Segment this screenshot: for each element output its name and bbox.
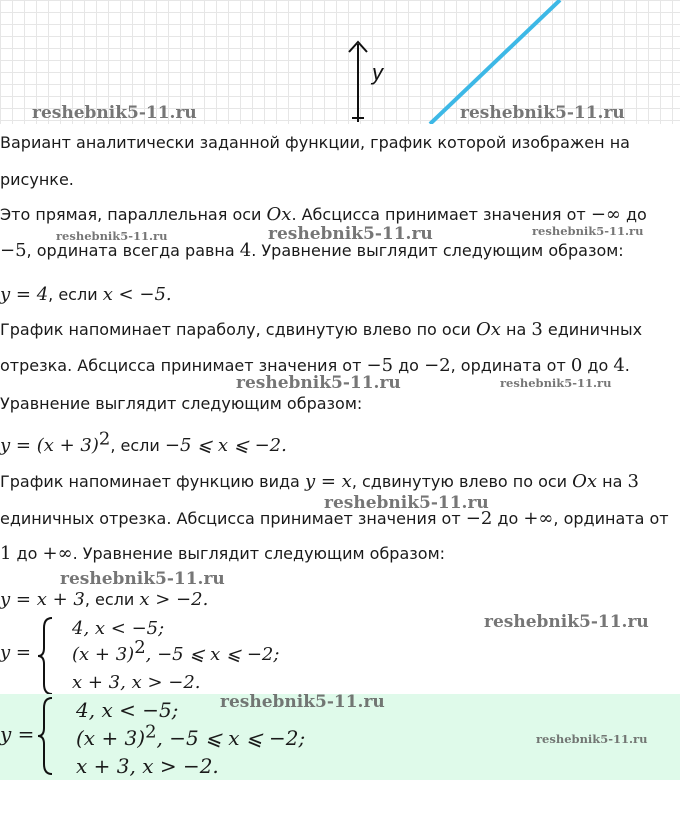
watermark: reshebnik5-11.ru	[56, 229, 168, 243]
part3-equation	[0, 590, 208, 610]
math-expression: y = 4	[0, 284, 49, 305]
text: .	[624, 356, 630, 375]
text: до	[492, 509, 524, 528]
intro-line-2: рисунке.	[0, 170, 74, 189]
text: отрезка. Абсцисса принимает значения от	[0, 356, 367, 375]
math-value: 3	[531, 319, 543, 340]
text: , если	[48, 285, 103, 304]
text: , если	[84, 590, 140, 609]
system-lhs: y =	[0, 642, 31, 663]
watermark: reshebnik5-11.ru	[500, 376, 612, 390]
text: на	[597, 472, 628, 491]
math-exponent: 2	[98, 428, 111, 450]
math-expression: y = x	[304, 471, 352, 492]
watermark: reshebnik5-11.ru	[532, 224, 644, 238]
part2-line-1	[0, 320, 642, 340]
text: единичных отрезка. Абсцисса принимает значения от	[0, 509, 466, 528]
watermark: reshebnik5-11.ru	[460, 103, 625, 123]
text: до	[620, 205, 647, 224]
part3-line-1	[0, 472, 639, 492]
math-expression: (x + 3)	[72, 644, 135, 665]
math-value: 3	[627, 471, 639, 492]
part2-equation	[0, 428, 287, 456]
math-condition: x < −5.	[102, 284, 172, 305]
math-expression: y = x + 3	[0, 589, 85, 610]
math-axis: Ox	[475, 319, 501, 340]
math-condition: −5 ⩽ x ⩽ −2.	[164, 435, 287, 456]
math-value: 1	[0, 543, 12, 564]
left-brace-icon	[36, 696, 56, 776]
math-value: 4	[613, 355, 625, 376]
part1-line-1	[0, 205, 647, 225]
math-exponent: 2	[145, 721, 157, 743]
text: Это прямая, параллельная оси	[0, 205, 267, 224]
math-value: −2	[465, 508, 493, 529]
math-condition: , −5 ⩽ x ⩽ −2;	[156, 726, 306, 750]
text: . Абсцисса принимает значения от	[291, 205, 591, 224]
system-lhs: y =	[0, 722, 35, 746]
math-axis: Ox	[266, 204, 292, 225]
system-row-3: x + 3, x > −2.	[76, 754, 219, 778]
text: . Уравнение выглядит следующим образом:	[72, 544, 446, 563]
math-value: −2	[424, 355, 451, 376]
text: , сдвинутую влево по оси	[351, 472, 573, 491]
math-value: −∞	[590, 204, 621, 225]
math-axis: Ox	[572, 471, 598, 492]
part1-line-2	[0, 241, 624, 261]
system-row-1: 4, x < −5;	[72, 618, 165, 639]
system-row-1: 4, x < −5;	[76, 698, 179, 722]
math-exponent: 2	[134, 637, 146, 658]
text: График напоминает параболу, сдвинутую влево по оси	[0, 320, 476, 339]
watermark: reshebnik5-11.ru	[60, 569, 225, 589]
part2-line-3: Уравнение выглядит следующим образом:	[0, 394, 363, 413]
watermark: reshebnik5-11.ru	[220, 692, 385, 712]
text: единичных	[542, 320, 643, 339]
math-expression: y = (x + 3)	[0, 435, 99, 456]
text: График напоминает функцию вида	[0, 472, 305, 491]
math-value: +∞	[42, 543, 73, 564]
watermark: reshebnik5-11.ru	[324, 493, 489, 513]
left-brace-icon	[36, 616, 56, 696]
part3-line-3	[0, 544, 445, 564]
text: до	[11, 544, 43, 563]
text: , ордината от	[553, 509, 669, 528]
watermark: reshebnik5-11.ru	[268, 224, 433, 244]
system-row-2	[76, 721, 306, 750]
system-row-3: x + 3, x > −2.	[72, 672, 201, 693]
text: на	[500, 320, 532, 339]
part1-equation	[0, 285, 172, 305]
text: , ордината всегда равна	[26, 241, 240, 260]
watermark: reshebnik5-11.ru	[536, 732, 648, 746]
text: до	[393, 356, 425, 375]
math-condition: , −5 ⩽ x ⩽ −2;	[145, 644, 280, 665]
text: , ордината от	[450, 356, 571, 375]
math-value: +∞	[523, 508, 554, 529]
watermark: reshebnik5-11.ru	[484, 612, 649, 632]
math-value: −5	[366, 355, 394, 376]
text: . Уравнение выглядит следующим образом:	[251, 241, 624, 260]
graph-image	[0, 0, 680, 124]
y-axis-label: y	[372, 60, 383, 85]
system-row-2	[72, 637, 280, 665]
math-expression: (x + 3)	[76, 726, 146, 750]
text: до	[582, 356, 614, 375]
intro-line-1: Вариант аналитически заданной функции, график которой изображен на	[0, 133, 630, 152]
math-value: 0	[570, 355, 583, 376]
watermark: reshebnik5-11.ru	[32, 103, 197, 123]
text: , если	[110, 436, 165, 455]
math-value: −5	[0, 240, 27, 261]
watermark: reshebnik5-11.ru	[236, 373, 401, 393]
math-condition: x > −2.	[139, 589, 209, 610]
math-value: 4	[239, 240, 252, 261]
